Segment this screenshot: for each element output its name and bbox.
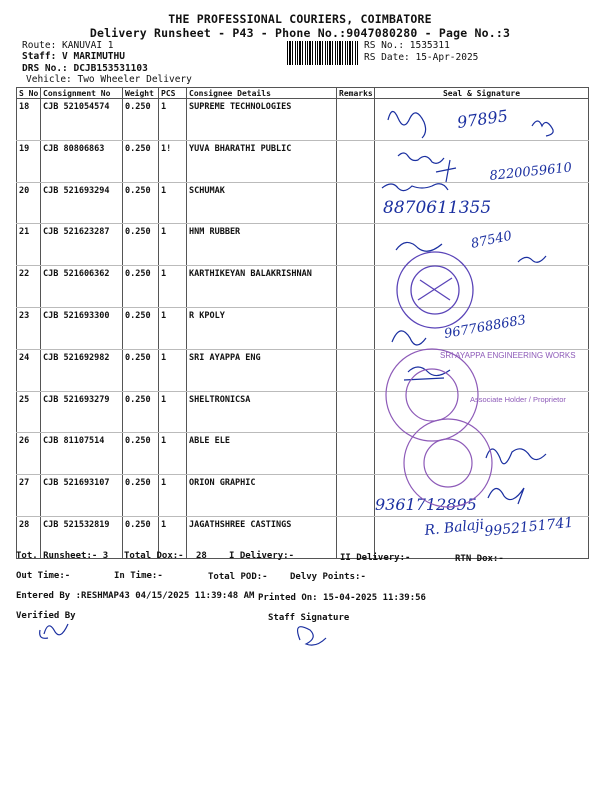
rs-number: RS No.: 1535311 [364,40,450,51]
col-weight: Weight [123,88,159,99]
pcs-cell: 1 [159,182,187,224]
tot-runsheet: Tot. Runsheet:- 3 [16,551,109,561]
weight-cell: 0.250 [123,99,159,141]
staff-label: Staff: V MARIMUTHU [22,51,125,62]
sno-cell: 21 [17,224,41,266]
seal-cell [375,140,589,182]
table-row [17,307,589,349]
consignee-cell: YUVA BHARATHI PUBLIC [187,140,337,182]
sno-cell: 28 [17,516,41,558]
entered-by: Entered By :RESHMAP43 04/15/2025 11:39:48 AM [16,591,255,601]
sno-cell: 18 [17,99,41,141]
weight-cell: 0.250 [123,349,159,391]
pcs-cell: 1 [159,433,187,475]
table-row [17,182,589,224]
rs-date: RS Date: 15-Apr-2025 [364,52,479,63]
consignee-cell: KARTHIKEYAN BALAKRISHNAN [187,266,337,308]
handwritten-number: 97895 [455,106,509,132]
weight-cell: 0.250 [123,140,159,182]
consignment-cell: CJB 521623287 [41,224,123,266]
table-header-row [17,88,589,99]
sno-cell: 20 [17,182,41,224]
col-consignee: Consignee Details [187,88,337,99]
consignee-cell: SCHUMAK [187,182,337,224]
remarks-cell [337,266,375,308]
route-label: Route: KANUVAI 1 [22,40,114,51]
pcs-cell: 1 [159,516,187,558]
pcs-cell: 1 [159,391,187,433]
vehicle-label: Vehicle: Two Wheeler Delivery [26,74,192,85]
total-pod: Total POD:- [208,572,268,582]
runsheet-subtitle: Delivery Runsheet - P43 - Phone No.:9047080280 - Page No.:3 [89,26,511,40]
pcs-cell: 1 [159,475,187,517]
col-sno: S No [17,88,41,99]
consignee-cell: R KPOLY [187,307,337,349]
consignment-cell: CJB 521606362 [41,266,123,308]
sno-cell: 26 [17,433,41,475]
sno-cell: 22 [17,266,41,308]
sno-cell: 23 [17,307,41,349]
ii-delivery: II Delivery:- [340,553,411,563]
verified-signature [40,624,68,638]
company-title: THE PROFESSIONAL COURIERS, COIMBATORE [168,12,432,26]
remarks-cell [337,433,375,475]
in-time: In Time:- [114,571,163,581]
seal-cell [375,307,589,349]
handwritten-number: 9952151741 [483,514,575,540]
consignment-cell: CJB 81107514 [41,433,123,475]
sno-cell: 27 [17,475,41,517]
consignment-cell: CJB 521693300 [41,307,123,349]
remarks-cell [337,349,375,391]
seal-cell [375,182,589,224]
consignee-cell: ORION GRAPHIC [187,475,337,517]
table-row [17,140,589,182]
remarks-cell [337,475,375,517]
barcode-image [287,41,359,65]
total-dox-label: Total Dox:- [124,551,184,561]
total-dox-value: 28 [196,551,207,561]
seal-cell [375,349,589,391]
col-consignment: Consignment No [41,88,123,99]
verified-by: Verified By [16,611,76,621]
handwritten-number: 8220059610 [488,160,573,184]
weight-cell: 0.250 [123,182,159,224]
handwritten-number: 9361712895 [375,495,477,514]
consignment-cell: CJB 521693294 [41,182,123,224]
table-row [17,224,589,266]
sno-cell: 24 [17,349,41,391]
pcs-cell: 1! [159,140,187,182]
col-seal: Seal & Signature [375,88,589,99]
consignment-cell: CJB 521693279 [41,391,123,433]
weight-cell: 0.250 [123,433,159,475]
staff-signature-label: Staff Signature [268,613,350,623]
table-row [17,349,589,391]
pcs-cell: 1 [159,349,187,391]
table-row [17,433,589,475]
col-remarks: Remarks [337,88,375,99]
seal-cell [375,266,589,308]
sno-cell: 19 [17,140,41,182]
weight-cell: 0.250 [123,307,159,349]
drs-number: DRS No.: DCJB153531103 [22,63,148,74]
pcs-cell: 1 [159,99,187,141]
consignee-cell: ABLE ELE [187,433,337,475]
sno-cell: 25 [17,391,41,433]
consignment-cell: CJB 521532819 [41,516,123,558]
seal-cell [375,99,589,141]
seal-cell [375,224,589,266]
table-row [17,266,589,308]
consignment-cell: CJB 521692982 [41,349,123,391]
consignee-cell: JAGATHSHREE CASTINGS [187,516,337,558]
stamp-text: Associate Holder / Proprietor [470,395,566,404]
remarks-cell [337,182,375,224]
table-row [17,475,589,517]
table-row [17,391,589,433]
remarks-cell [337,99,375,141]
stamp-text: SRI AYAPPA ENGINEERING WORKS [440,351,576,360]
remarks-cell [337,224,375,266]
seal-cell [375,391,589,433]
weight-cell: 0.250 [123,266,159,308]
weight-cell: 0.250 [123,391,159,433]
rtn-dox: RTN Dox:- [455,554,504,564]
weight-cell: 0.250 [123,224,159,266]
handwritten-name: R. Balaji [423,516,485,539]
consignee-cell: HNM RUBBER [187,224,337,266]
remarks-cell [337,516,375,558]
printed-on: Printed On: 15-04-2025 11:39:56 [258,593,426,603]
weight-cell: 0.250 [123,475,159,517]
pcs-cell: 1 [159,224,187,266]
consignee-cell: SUPREME TECHNOLOGIES [187,99,337,141]
consignment-cell: CJB 80806863 [41,140,123,182]
pcs-cell: 1 [159,307,187,349]
remarks-cell [337,140,375,182]
pcs-cell: 1 [159,266,187,308]
weight-cell: 0.250 [123,516,159,558]
seal-cell [375,433,589,475]
seal-cell [375,475,589,517]
delvy-points: Delvy Points:- [290,572,366,582]
consignee-cell: SRI AYAPPA ENG [187,349,337,391]
seal-cell [375,516,589,558]
out-time: Out Time:- [16,571,71,581]
handwritten-number: 87540 [469,228,514,252]
table-row [17,99,589,141]
remarks-cell [337,391,375,433]
consignment-cell: CJB 521693107 [41,475,123,517]
consignment-cell: CJB 521054574 [41,99,123,141]
staff-signature [298,627,326,645]
handwritten-number: 9677688683 [443,312,528,342]
i-delivery: I Delivery:- [229,551,295,561]
remarks-cell [337,307,375,349]
consignee-cell: SHELTRONICSA [187,391,337,433]
runsheet-table [16,87,589,559]
col-pcs: PCS [159,88,187,99]
handwritten-number: 8870611355 [383,198,492,218]
